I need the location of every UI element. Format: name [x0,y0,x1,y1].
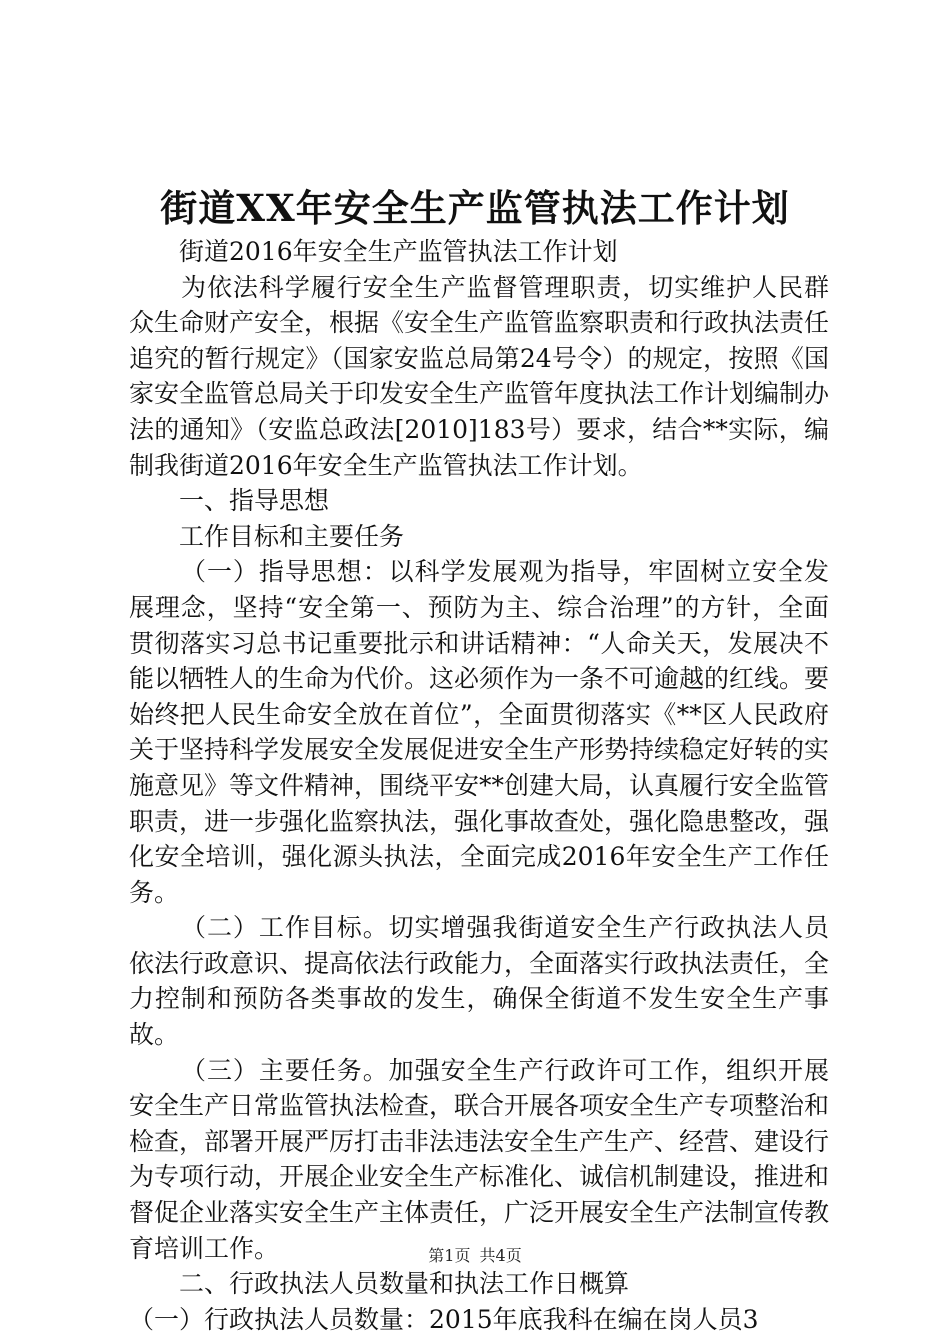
paragraph-work-goals: （二）工作目标。切实增强我街道安全生产行政执法人员依法行政意识、提高依法行政能力，全面落实行政执法责任，全力控制和预防各类事故的发生，确保全街道不发生安全生产事故。 [129,913,830,1050]
paragraph-main-tasks: （三）主要任务。加强安全生产行政许可工作，组织开展安全生产日常监管执法检查，联合开展各项安全生产专项整治和检查，部署开展严厉打击非法违法安全生产生产、经营、建设行为专项行动，开展企业安全生产标准化、诚信机制建设，推进和督促企业落实安全生产主体责任，广泛开展安全生产法制宣传教育培训工作。 [129,1055,830,1263]
paragraph-subtitle: 街道2016年安全生产监管执法工作计划 [179,237,618,266]
page-total: 共4页 [479,1246,522,1265]
page-number: 第1页 [428,1246,471,1265]
paragraph-intro: 为依法科学履行安全生产监督管理职责，切实维护人民群众生命财产安全，根据《安全生产监管监察职责和行政执法责任追究的暂行规定》（国家安监总局第24号令）的规定，按照《国家安全监管总局关于印发安全生产监管年度执法工作计划编制办法的通知》（安监总政法[2010]183号）要求，结合**实际，编制我街道2016年安全生产监管执法工作计划。 [129,272,830,480]
document-body [129,234,829,1337]
document-title: 街道XX年安全生产监管执法工作计划 [160,186,790,230]
section-heading-personnel: 二、行政执法人员数量和执法工作日概算 [179,1269,630,1299]
paragraph-personnel-count: （一）行政执法人员数量：2015年底我科在编在岗人员3 [129,1304,759,1334]
section-heading-guiding-ideology: 一、指导思想 [179,486,330,516]
section-heading-goals-tasks: 工作目标和主要任务 [179,521,405,551]
paragraph-guiding-ideology: （一）指导思想：以科学发展观为指导，牢固树立安全发展理念，坚持“安全第一、预防为主、综合治理”的方针，全面贯彻落实习总书记重要批示和讲话精神：“人命关天，发展决不能以牺牲人的生命为代价。这必须作为一条不可逾越的红线。要始终把人民生命安全放在首位”，全面贯彻落实《**区人民政府关于坚持科学发展安全发展促进安全生产形势持续稳定好转的实施意见》等文件精神，围绕平安**创建大局，认真履行安全监管职责，进一步强化监察执法，强化事故查处，强化隐患整改，强化安全培训，强化源头执法，全面完成2016年安全生产工作任务。 [129,557,830,907]
page-footer [0,1245,950,1267]
